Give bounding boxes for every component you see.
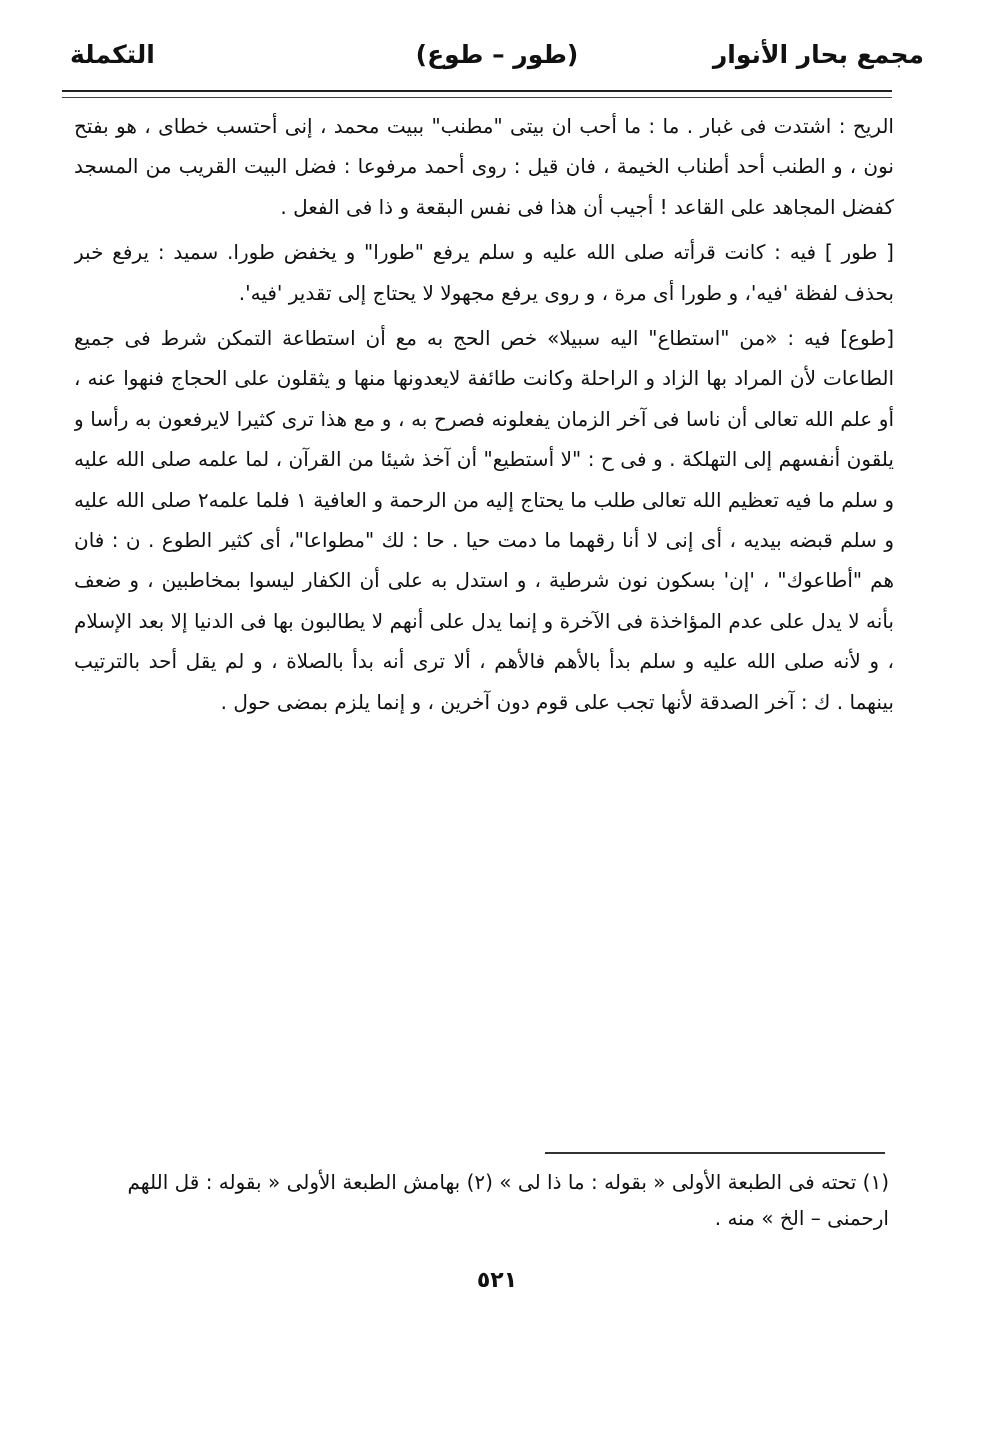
paragraph: الريح : اشتدت فى غبار . ما : ما أحب ان بيتى "مطنب" ببيت محمد ، إنى أحتسب خطاى ، هو بفتح نون ، و الطنب أحد أطناب الخيمة ، فان قيل : روى أحمد مرفوعا : فضل البيت القريب من المسجد كفضل المجاهد على القاعد ! أجيب أن هذا فى نفس البقعة و ذا فى الفعل . (74, 114, 894, 219)
running-header (70, 40, 924, 84)
paragraph: [طوع] فيه : «من "استطاع" اليه سبيلا» خص الحج به مع أن استطاعة التمكن شرط فى جميع الطاعات لأن المراد بها الزاد و الراحلة وكانت طائفة لايعدونها منها و يثقلون على الحجاج فنهوا عنه ، أو علم الله تعالى أن ناسا فى آخر الزمان يفعلونه فصرح به ، و مع هذا ترى كثيرا لايرفعون به رأسا و يلقون أنفسهم إلى التهلكة . و فى ح : "لا أستطيع" أن آخذ شيئا من القرآن ، لما علمه صلى الله عليه و سلم ما فيه تعظيم الله تعالى طلب ما يحتاج إليه من الرحمة و العافية ١ فلما علمه٢ صلى الله عليه و سلم قبضه بيديه ، أى إنى لا أنا رقهما ما دمت حيا . حا : لك "مطواعا"، أى كثير الطوع . ن : فان هم "أطاعوك" ، 'إن' بسكون نون شرطية ، و استدل به على أن الكفار ليسوا بمخاطبين ، و ضعف بأنه لا يدل على عدم المؤاخذة فى الآخرة و إنما يدل على أنهم لا يطالبون بها فى الدنيا إلا بعد الإسلام ، و لأنه صلى الله عليه و سلم بدأ بالأهم فالأهم ، ألا ترى أنه بدأ بالصلاة ، و لم يقل أحد بالترتيب بينهما . ك : آخر الصدقة لأنها تجب على قوم دون آخرين ، و إنما يلزم بمضى حول . (74, 326, 894, 714)
entry-range: (طور – طوع) (415, 40, 579, 69)
paragraph: [ طور ] فيه : كانت قرأته صلى الله عليه و سلم يرفع "طورا" و يخفض طورا. سميد : يرفع خبر بحذف لفظة 'فيه'، و طورا أى مرة ، و روى يرفع مجهولا لا يحتاج إلى تقدير 'فيه'. (74, 240, 894, 305)
book-title: مجمع بحار الأنوار (712, 40, 924, 69)
main-text (74, 106, 894, 1136)
header-divider (62, 90, 892, 98)
section-label: التكملة (70, 40, 155, 69)
footnote-divider (545, 1152, 885, 1154)
footnote: (١) تحته فى الطبعة الأولى « بقوله : ما ذا لى » (٢) بهامش الطبعة الأولى « بقوله : قل اللهم ارحمنى – الخ » منه . (127, 1170, 889, 1230)
page-number: ٥٢١ (476, 1268, 518, 1293)
